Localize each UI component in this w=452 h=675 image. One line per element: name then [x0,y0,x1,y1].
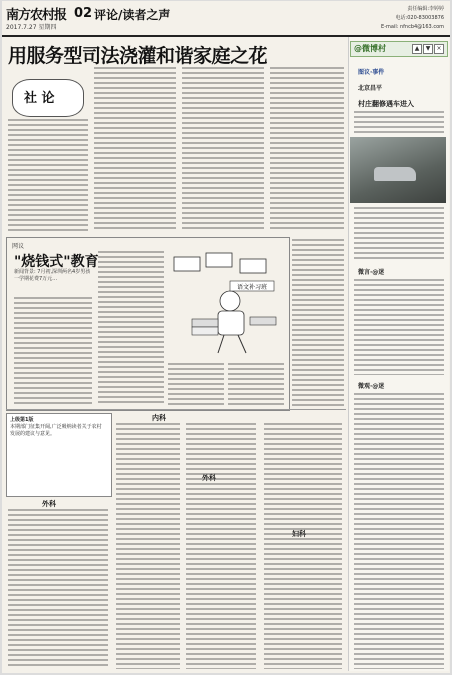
editorial-column-2 [94,67,176,231]
weibo-name: @微博村 [354,44,386,53]
issue-date: 2017.7.27 星期四 [6,24,57,31]
weibo-item1-text [354,111,444,133]
bottom-col-2 [116,423,180,669]
car-icon [374,167,416,181]
illustration-label: 语文补习班 [236,284,268,291]
bottom-col-3 [186,423,256,669]
column-heading-3: 外科 [202,474,216,482]
column-heading-2: 内科 [152,414,166,422]
cartoon-illustration [168,249,286,359]
weibo-item3-tag: 微观·@迷 [358,383,385,390]
phone: 电话:020-83003876 [395,15,444,21]
editorial-column-1 [8,119,88,231]
editorial-column-3 [182,67,264,231]
weibo-item2-text [354,279,444,375]
sign-board [230,281,274,291]
editorial-column-4 [270,67,344,231]
paper-name: 南方农村报 [6,8,67,23]
editor: 责任编辑:李婷婷 [407,6,444,12]
newspaper-page [2,1,450,673]
section-divider [6,409,346,410]
feature-text-1 [14,297,92,405]
scroll-up-icon[interactable]: ▲ [412,44,422,54]
section-title: 评论/读者之声 [94,8,171,22]
page-header [2,1,450,37]
column-heading-4: 妇科 [292,530,306,538]
headline: 用服务型司法浇灌和谐家庭之花 [8,45,268,67]
notice-title: 上级第1版 [10,417,34,423]
feature-text-2 [98,251,164,405]
page-number: 02 [74,6,93,21]
feature-lead: 新闻背景: 7月初,深圳两名4岁男孩一学期花费7万元… [14,269,91,282]
feature-text-4 [228,363,284,405]
header-contact [381,5,444,32]
feature-text-3 [168,363,224,405]
email: E-mail: nfncb4@163.com [381,24,444,30]
editorial-tag: 社 论 [24,91,55,106]
bottom-col-1 [8,509,108,669]
column-heading-1: 外科 [42,500,56,508]
weibo-item1-title: 村庄翻修遇车进入 [358,100,414,108]
weibo-item1-tag: 图议·事件 [358,69,385,76]
feature-tag: 网议 [12,243,25,250]
weibo-item1-body [354,207,444,261]
bottom-col-4 [264,423,342,669]
weibo-item3-text [354,393,444,669]
notice-content [10,417,106,438]
notice-text: 本期部门征集开阔,广泛吸纳读者关于农村发展的建议与意见。 [10,424,102,437]
article-right-1 [292,239,344,409]
close-icon[interactable]: × [434,44,444,54]
scroll-down-icon[interactable]: ▼ [423,44,433,54]
feature-title: "烧钱式"教育 [14,254,99,270]
weibo-item2-tag: 微言·@迷 [358,269,385,276]
weibo-item1-place: 北京昌平 [358,85,383,92]
